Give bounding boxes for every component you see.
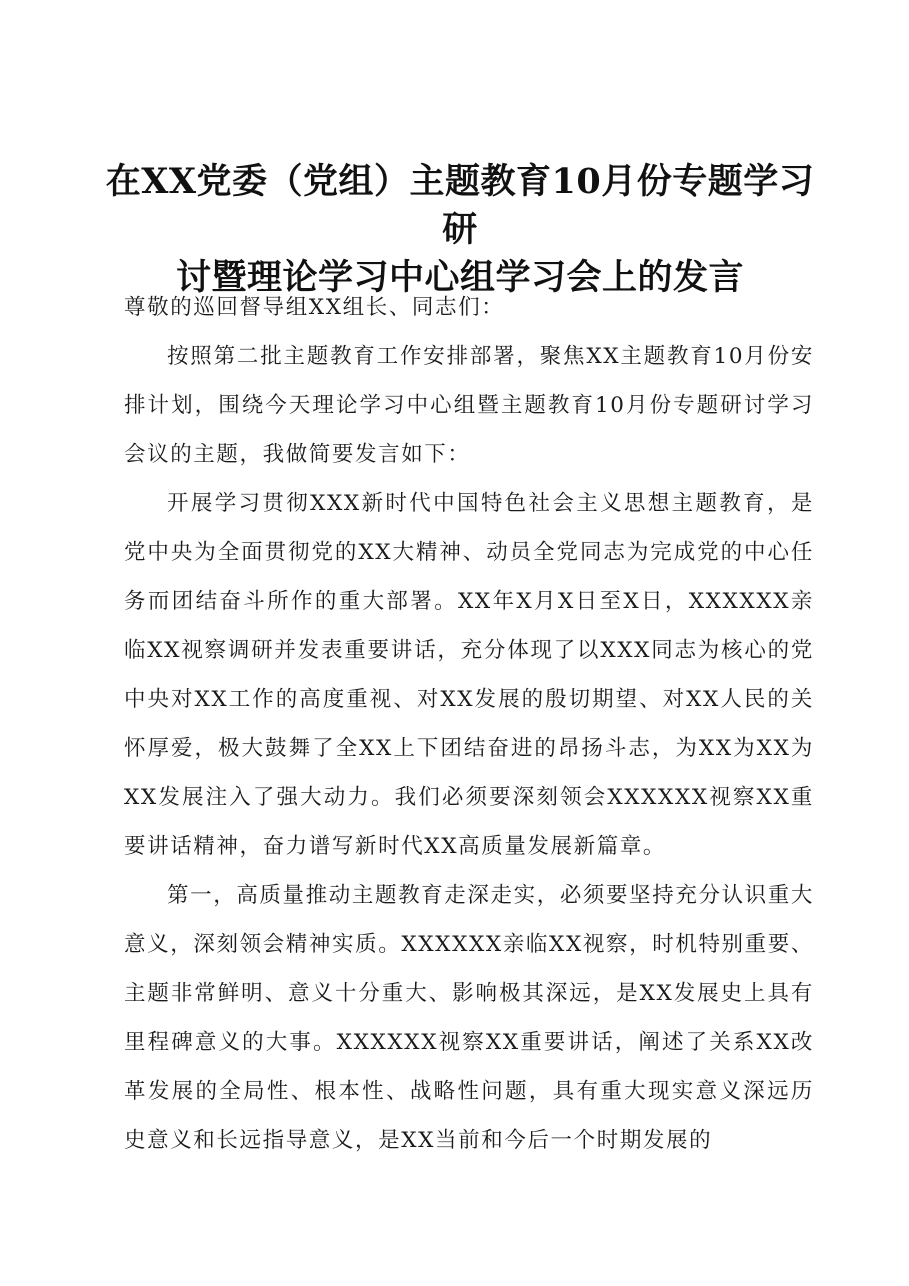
paragraph-1: 按照第二批主题教育工作安排部署，聚焦XX主题教育10月份安排计划，围绕今天理论学习中心组暨主题教育10月份专题研讨学习会议的主题，我做简要发言如下： [124, 344, 814, 467]
paragraph-3: 第一，高质量推动主题教育走深走实，必须要坚持充分认识重大意义，深刻领会精神实质。XXXXXX亲临XX视察，时机特别重要、主题非常鲜明、意义十分重大、影响极其深远，是XX发展史上具有里程碑意义的大事。XXXXXX视察XX重要讲话，阐述了关系XX改革发展的全局性、根本性、战略性问题，具有重大现实意义深远历史意义和长远指导意义，是XX当前和今后一个时期发展的 [124, 883, 814, 1153]
title-line-1: 在XX党委（党组）主题教育10月份专题学习研 [105, 161, 815, 250]
title-line-2: 讨暨理论学习中心组学习会上的发言 [175, 257, 744, 298]
document-title [100, 158, 820, 302]
paragraph-2: 开展学习贯彻XXX新时代中国特色社会主义思想主题教育，是党中央为全面贯彻党的XX大精神、动员全党同志为完成党的中心任务而团结奋斗所作的重大部署。XX年X月X日至X日，XXXXXX亲临XX视察调研并发表重要讲话，充分体现了以XXX同志为核心的党中央对XX工作的高度重视、对XX发展的殷切期望、对XX人民的关怀厚爱，极大鼓舞了全XX上下团结奋进的昂扬斗志，为XX为XX为XX发展注入了强大动力。我们必须要深刻领会XXXXXX视察XX重要讲话精神，奋力谱写新时代XX高质量发展新篇章。 [124, 491, 814, 859]
document-body [124, 283, 814, 1165]
salutation: 尊敬的巡回督导组XX组长、同志们： [124, 295, 505, 320]
